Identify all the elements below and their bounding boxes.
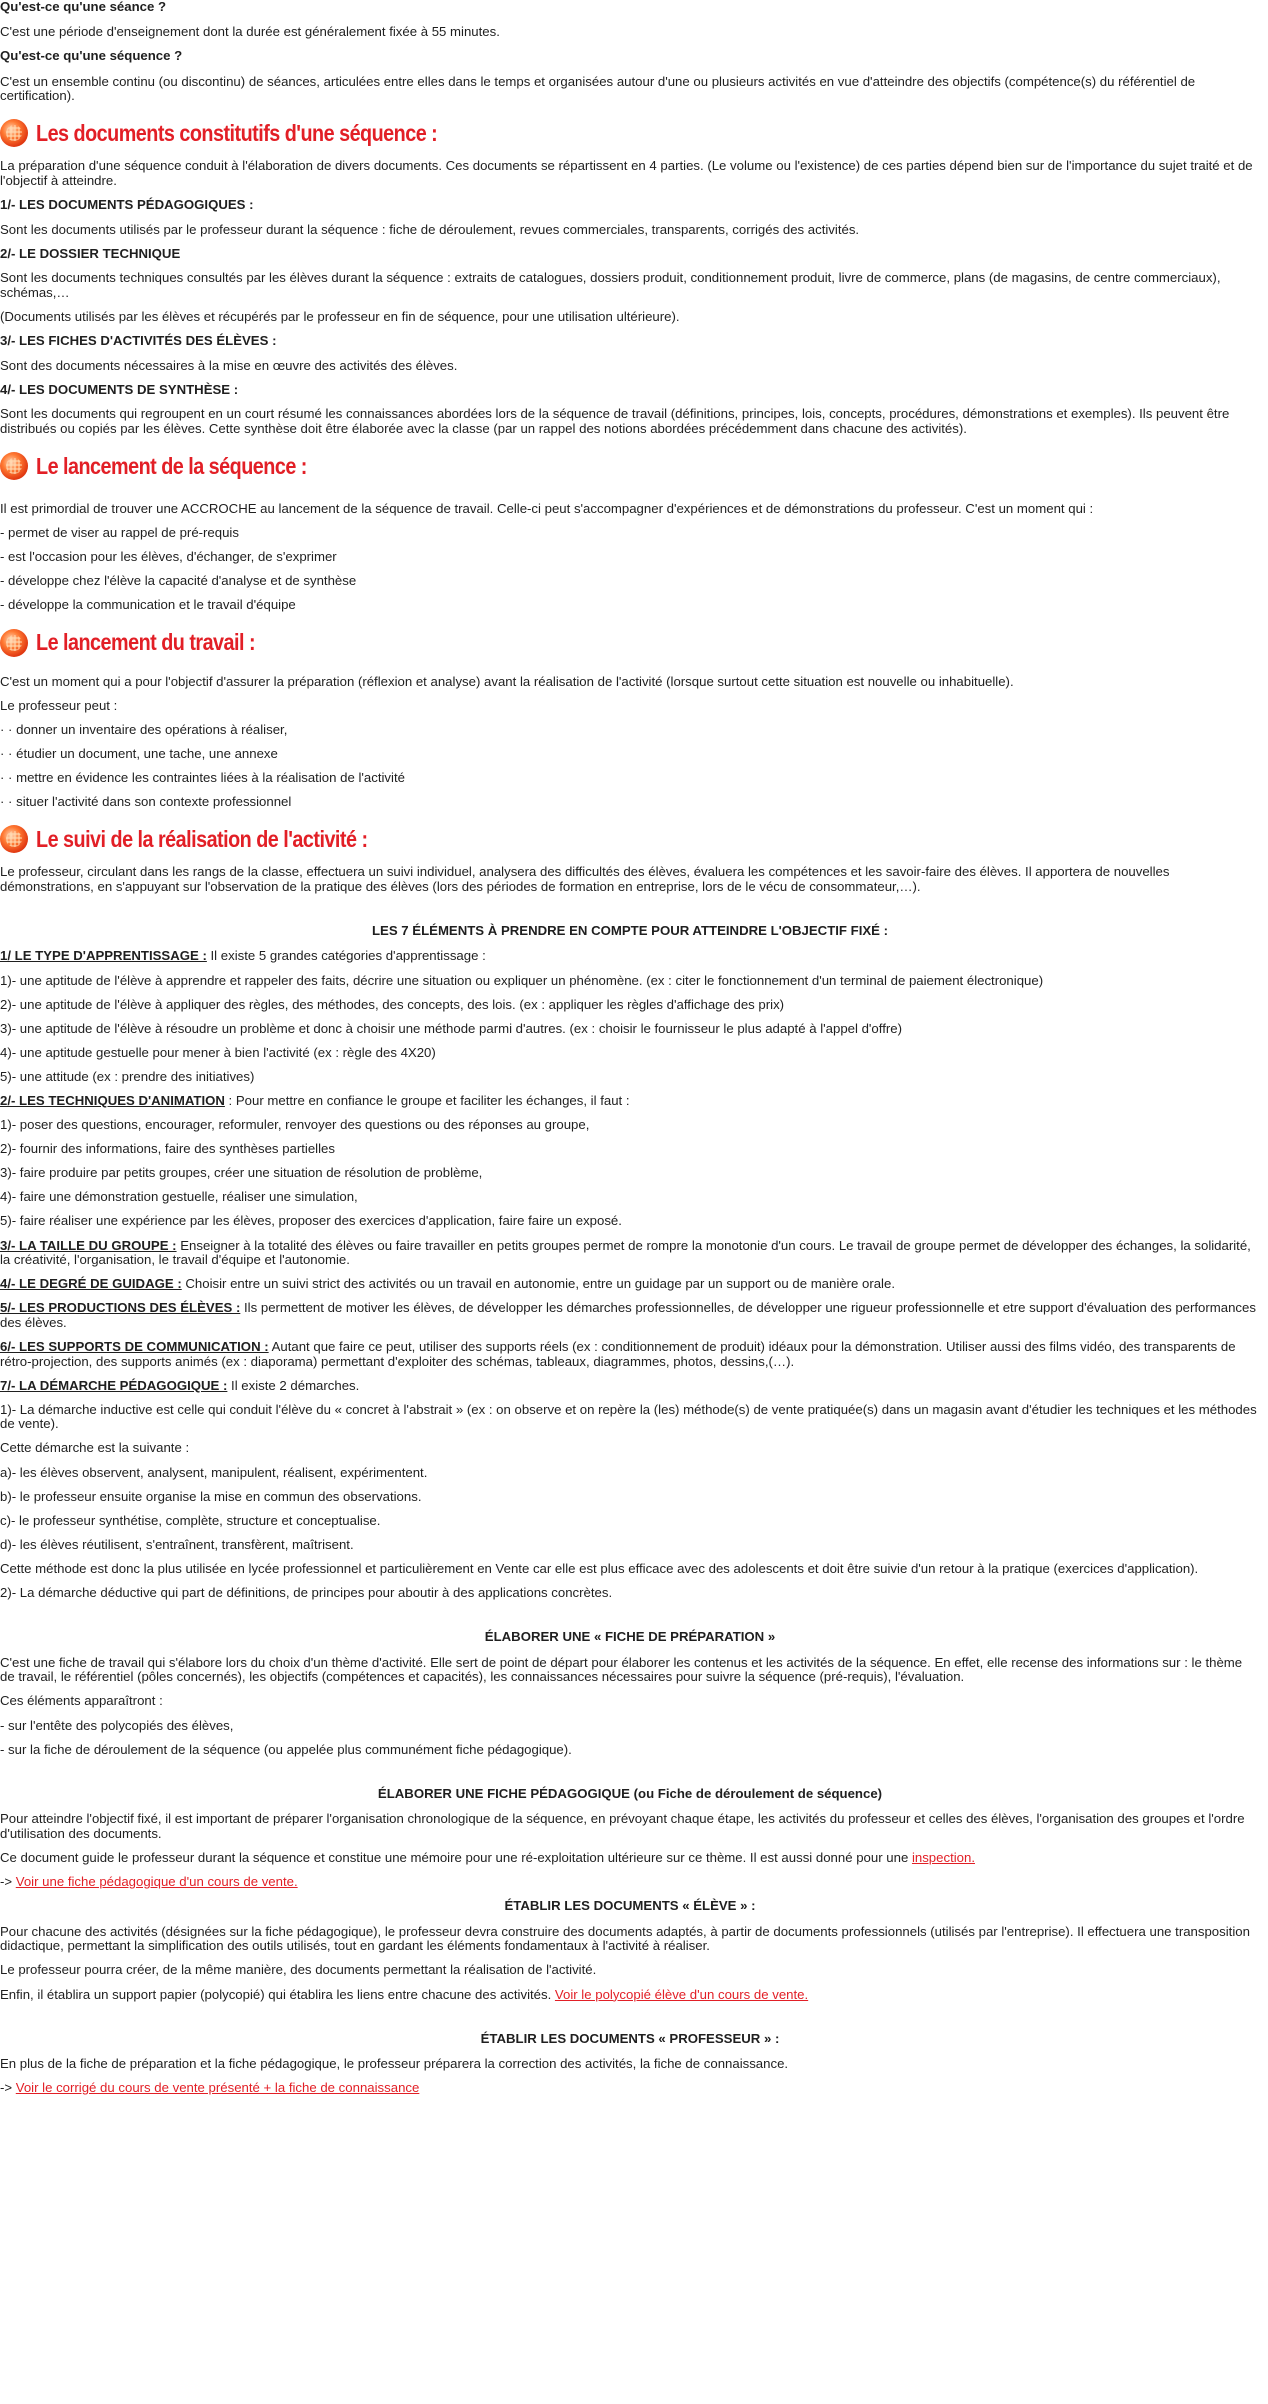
paragraph: La préparation d'une séquence conduit à l'élaboration de divers documents. Ces documents se répartissent en 4 parties. (Le volume ou l'existence) de ces parties dépend bien sur de l'importance du sujet traité et de l'objectif à atteindre.: [0, 158, 1253, 188]
corrige-link[interactable]: Voir le corrigé du cours de vente présenté + la fiche de connaissance: [15, 2080, 420, 2096]
section-heading-lancement-travail: [0, 623, 1260, 663]
polycopie-eleve-link[interactable]: Voir le polycopié élève d'un cours de vente.: [554, 1986, 809, 2002]
element-2: [0, 1094, 1260, 1109]
list-item: 4)- faire une démonstration gestuelle, réaliser une simulation,: [0, 1189, 358, 1205]
element-text: : Pour mettre en confiance le groupe et faciliter les échanges, il faut :: [224, 1092, 630, 1108]
list-item: 3)- faire produire par petits groupes, créer une situation de résolution de problème,: [0, 1165, 483, 1181]
subheading: 4/- LES DOCUMENTS DE SYNTHÈSE :: [0, 381, 239, 397]
paragraph: Sont les documents techniques consultés par les élèves durant la séquence : extraits de catalogues, dossiers produit, conditionnement produit, livre de commerce, plans (de magasins, de centre commerciaux), schémas,…: [0, 270, 1221, 300]
spacer: [0, 904, 1260, 924]
paragraph: Sont des documents nécessaires à la mise en œuvre des activités des élèves.: [0, 357, 458, 373]
question-sequence-text: C'est un ensemble continu (ou discontinu) de séances, articulées entre elles dans le temps et organisées autour d'une ou plusieurs activités en vue d'atteindre des objectifs (compétence(s) du référentiel de certification).: [0, 73, 1196, 104]
list-item: a)- les élèves observent, analysent, manipulent, réalisent, expérimentent.: [0, 1464, 428, 1480]
paragraph-with-link: [0, 1988, 1260, 2003]
spacer: [0, 1610, 1260, 1630]
element-label: 3/- LA TAILLE DU GROUPE :: [0, 1237, 177, 1253]
element-label: 6/- LES SUPPORTS DE COMMUNICATION :: [0, 1339, 269, 1354]
list-item: · · étudier un document, une tache, une annexe: [0, 745, 278, 761]
paragraph: Cette démarche est la suivante :: [0, 1440, 190, 1456]
list-item: 5)- une attitude (ex : prendre des initiatives): [0, 1068, 255, 1084]
list-item: - permet de viser au rappel de pré-requis: [0, 525, 239, 541]
list-item: - développe la communication et le travail d'équipe: [0, 597, 296, 613]
list-item: 4)- une aptitude gestuelle pour mener à bien l'activité (ex : règle des 4X20): [0, 1044, 436, 1060]
paragraph: Cette méthode est donc la plus utilisée en lycée professionnel et particulièrement en Vente car elle est plus efficace avec des adolescents et doit être suivie d'un retour à la pratique (exercices d'application).: [0, 1560, 1199, 1576]
element-text: Ils permettent de motiver les élèves, de développer les démarches professionnelles, de développer une rigueur professionnelle et etre support d'évaluation des performances des élèves.: [0, 1300, 1256, 1330]
element-label: 5/- LES PRODUCTIONS DES ÉLÈVES :: [0, 1300, 241, 1316]
red-bullet-icon: [0, 119, 28, 147]
subheading: 1/- LES DOCUMENTS PÉDAGOGIQUES :: [0, 197, 254, 213]
list-item: - développe chez l'élève la capacité d'analyse et de synthèse: [0, 573, 357, 589]
red-bullet-icon: [0, 825, 28, 853]
section-title: LES 7 ÉLÉMENTS À PRENDRE EN COMPTE POUR ATTEINDRE L'OBJECTIF FIXÉ :: [371, 922, 889, 938]
list-item: c)- le professeur synthétise, complète, structure et conceptualise.: [0, 1512, 381, 1528]
paragraph: C'est une fiche de travail qui s'élabore lors du choix d'un thème d'activité. Elle sert de point de départ pour élaborer les contenus et les activités de la séquence. En effet, elle recense des informations sur : le thème de travail, le référentiel (pôles concernés), les objectifs (compétences et capacités), les connaissances nécessaires pour suivre la séquence (pré-requis), l'évaluation.: [0, 1654, 1243, 1685]
element-3: [0, 1239, 1260, 1268]
list-item: - sur la fiche de déroulement de la séquence (ou appelée plus communément fiche pédagogique).: [0, 1741, 572, 1757]
paragraph-text: Ce document guide le professeur durant la séquence et constitue une mémoire pour une ré-exploitation ultérieure sur ce thème. Il est aussi donné pour une: [0, 1849, 912, 1865]
element-text: Autant que faire ce peut, utiliser des supports réels (ex : conditionnement de produit) idéaux pour la démonstration. Utiliser aussi des films vidéo, des transparents de rétro-projection, des supports animés (ex : diaporama) permettant d'exploiter des schémas, tableaux, diagrammes, photos, dessins,(…).: [0, 1339, 1236, 1369]
subheading: 3/- LES FICHES D'ACTIVITÉS DES ÉLÈVES :: [0, 333, 277, 349]
list-item: b)- le professeur ensuite organise la mise en commun des observations.: [0, 1488, 422, 1504]
question-seance-title: Qu'est-ce qu'une séance ?: [0, 0, 167, 14]
element-4: [0, 1277, 1260, 1292]
section-title: ÉLABORER UNE FICHE PÉDAGOGIQUE (ou Fiche de déroulement de séquence): [377, 1785, 883, 1801]
question-seance-text: C'est une période d'enseignement dont la durée est généralement fixée à 55 minutes.: [0, 24, 500, 39]
subheading: 2/- LE DOSSIER TECHNIQUE: [0, 245, 181, 261]
paragraph: Ces éléments apparaîtront :: [0, 1693, 163, 1709]
red-bullet-icon: [0, 452, 28, 480]
section-title: Le suivi de la réalisation de l'activité :: [36, 825, 368, 852]
section-title: ÉTABLIR LES DOCUMENTS « ÉLÈVE » :: [504, 1898, 756, 1914]
element-7: [0, 1379, 1260, 1394]
section-heading-lancement-sequence: [0, 446, 1260, 486]
paragraph: Le professeur pourra créer, de la même manière, des documents permettant la réalisation de l'activité.: [0, 1962, 597, 1978]
element-6: [0, 1340, 1260, 1369]
element-text: Il existe 5 grandes catégories d'apprentissage :: [206, 948, 486, 964]
paragraph: En plus de la fiche de préparation et la fiche pédagogique, le professeur préparera la correction des activités, la fiche de connaissance.: [0, 2056, 789, 2072]
list-item: 1)- poser des questions, encourager, reformuler, renvoyer des questions ou des réponses au groupe,: [0, 1117, 590, 1133]
element-1: [0, 949, 1260, 964]
section-title: ÉTABLIR LES DOCUMENTS « PROFESSEUR » :: [480, 2030, 780, 2046]
list-item: 5)- faire réaliser une expérience par les élèves, proposer des exercices d'application, faire faire un exposé.: [0, 1213, 622, 1229]
question-sequence-title: Qu'est-ce qu'une séquence ?: [0, 48, 183, 64]
section-heading-suivi: [0, 819, 1260, 859]
list-item: 3)- une aptitude de l'élève à résoudre un problème et donc à choisir une méthode parmi d'autres. (ex : choisir le fournisseur le plus adapté à l'appel d'offre): [0, 1020, 902, 1036]
paragraph: Sont les documents utilisés par le professeur durant la séquence : fiche de déroulement, revues commerciales, transparents, corrigés des activités.: [0, 221, 860, 237]
paragraph: (Documents utilisés par les élèves et récupérés par le professeur en fin de séquence, pour une utilisation ultérieure).: [0, 309, 680, 325]
element-text: Il existe 2 démarches.: [227, 1377, 360, 1393]
element-label: 4/- LE DEGRÉ DE GUIDAGE :: [0, 1276, 182, 1292]
paragraph: 1)- La démarche inductive est celle qui conduit l'élève du « concret à l'abstrait » (ex : on observe et on repère la (les) méthode(s) de vente pratiquée(s) dans un magasin avant d'étudier les techniques et les méthodes de vente).: [0, 1401, 1257, 1432]
list-item: 2)- fournir des informations, faire des synthèses partielles: [0, 1141, 335, 1157]
list-item: · · mettre en évidence les contraintes liées à la réalisation de l'activité: [0, 769, 405, 785]
paragraph: Le professeur peut :: [0, 697, 118, 713]
list-item: · · situer l'activité dans son contexte professionnel: [0, 794, 292, 810]
inspection-link[interactable]: inspection.: [911, 1849, 975, 1865]
spacer: [0, 2012, 1260, 2032]
link-line: [0, 2081, 1260, 2096]
list-item: 2)- une aptitude de l'élève à appliquer des règles, des méthodes, des concepts, des lois. (ex : appliquer les règles d'affichage des prix): [0, 996, 785, 1012]
spacer: [0, 1767, 1260, 1787]
list-item: d)- les élèves réutilisent, s'entraînent, transfèrent, maîtrisent.: [0, 1536, 354, 1552]
list-item: - est l'occasion pour les élèves, d'échanger, de s'exprimer: [0, 549, 337, 565]
paragraph: Pour chacune des activités (désignées sur la fiche pédagogique), le professeur devra construire des documents adaptés, à partir de documents professionnels (utilisés par l'entreprise). Il effectuera une transposition didactique, permettant la simplification des outils utilisés, tout en gardant les éléments fondamentaux à l'activité à réaliser.: [0, 1923, 1250, 1954]
element-label: 7/- LA DÉMARCHE PÉDAGOGIQUE :: [0, 1377, 228, 1393]
section-heading-documents: [0, 113, 1260, 153]
element-text: Choisir entre un suivi strict des activités ou un travail en autonomie, entre un guidage par un support ou de manière orale.: [181, 1276, 895, 1292]
paragraph: Le professeur, circulant dans les rangs de la classe, effectuera un suivi individuel, analysera des difficultés des élèves, évaluera les compétences et les savoir-faire des élèves. Il apportera de nouvelles démonstrations, en s'appuyant sur l'observation de la pratique des élèves (lors des périodes de formation en entreprise, lors de le vécu de consommateur,…).: [0, 864, 1170, 894]
arrow-text: ->: [0, 2080, 16, 2096]
list-item: 1)- une aptitude de l'élève à apprendre et rappeler des faits, décrire une situation ou expliquer un phénomène. (ex : citer le fonctionnement d'un terminal de paiement électronique): [0, 972, 1044, 988]
list-item: - sur l'entête des polycopiés des élèves,: [0, 1717, 234, 1733]
section-title: Les documents constitutifs d'une séquence :: [36, 119, 438, 146]
paragraph-text: Enfin, il établira un support papier (polycopié) qui établira les liens entre chacune des activités.: [0, 1986, 555, 2002]
fiche-pedagogique-link[interactable]: Voir une fiche pédagogique d'un cours de vente.: [15, 1874, 298, 1890]
paragraph: Sont les documents qui regroupent en un court résumé les connaissances abordées lors de la séquence de travail (définitions, principes, lois, concepts, procédures, démonstrations et exemples). Ils peuvent être distribués ou copiés par les élèves. Cette synthèse doit être élaborée avec la classe (par un rappel des notions abordées précédemment dans chacune des activités).: [0, 406, 1230, 436]
paragraph: C'est un moment qui a pour l'objectif d'assurer la préparation (réflexion et analyse) avant la réalisation de l'activité (lorsque surtout cette situation est nouvelle ou inhabituelle).: [0, 673, 1014, 689]
element-label: 2/- LES TECHNIQUES D'ANIMATION: [0, 1092, 225, 1108]
element-text: Enseigner à la totalité des élèves ou faire travailler en petits groupes permet de rompre la monotonie d'un cours. Le travail de groupe permet de développer des échanges, la solidarité, la créativité, l'organisation, le travail d'équipe et l'autonomie.: [0, 1237, 1251, 1268]
link-line: [0, 1875, 1260, 1890]
section-title: Le lancement du travail :: [36, 629, 256, 656]
red-bullet-icon: [0, 629, 28, 657]
section-title: Le lancement de la séquence :: [36, 452, 307, 479]
element-5: [0, 1301, 1260, 1330]
section-title: ÉLABORER UNE « FICHE DE PRÉPARATION »: [484, 1629, 776, 1645]
paragraph: 2)- La démarche déductive qui part de définitions, de principes pour aboutir à des applications concrètes.: [0, 1585, 613, 1601]
element-label: 1/ LE TYPE D'APPRENTISSAGE :: [0, 948, 207, 964]
paragraph-with-link: [0, 1851, 1260, 1866]
paragraph: Pour atteindre l'objectif fixé, il est important de préparer l'organisation chronologique de la séquence, en prévoyant chaque étape, les activités du professeur et celles des élèves, l'organisation des groupes et l'ordre d'utilisation des documents.: [0, 1811, 1245, 1841]
arrow-text: ->: [0, 1874, 16, 1890]
paragraph: Il est primordial de trouver une ACCROCHE au lancement de la séquence de travail. Celle-ci peut s'accompagner d'expériences et de démonstrations du professeur. C'est un moment qui :: [0, 501, 1094, 517]
list-item: · · donner un inventaire des opérations à réaliser,: [0, 721, 288, 737]
